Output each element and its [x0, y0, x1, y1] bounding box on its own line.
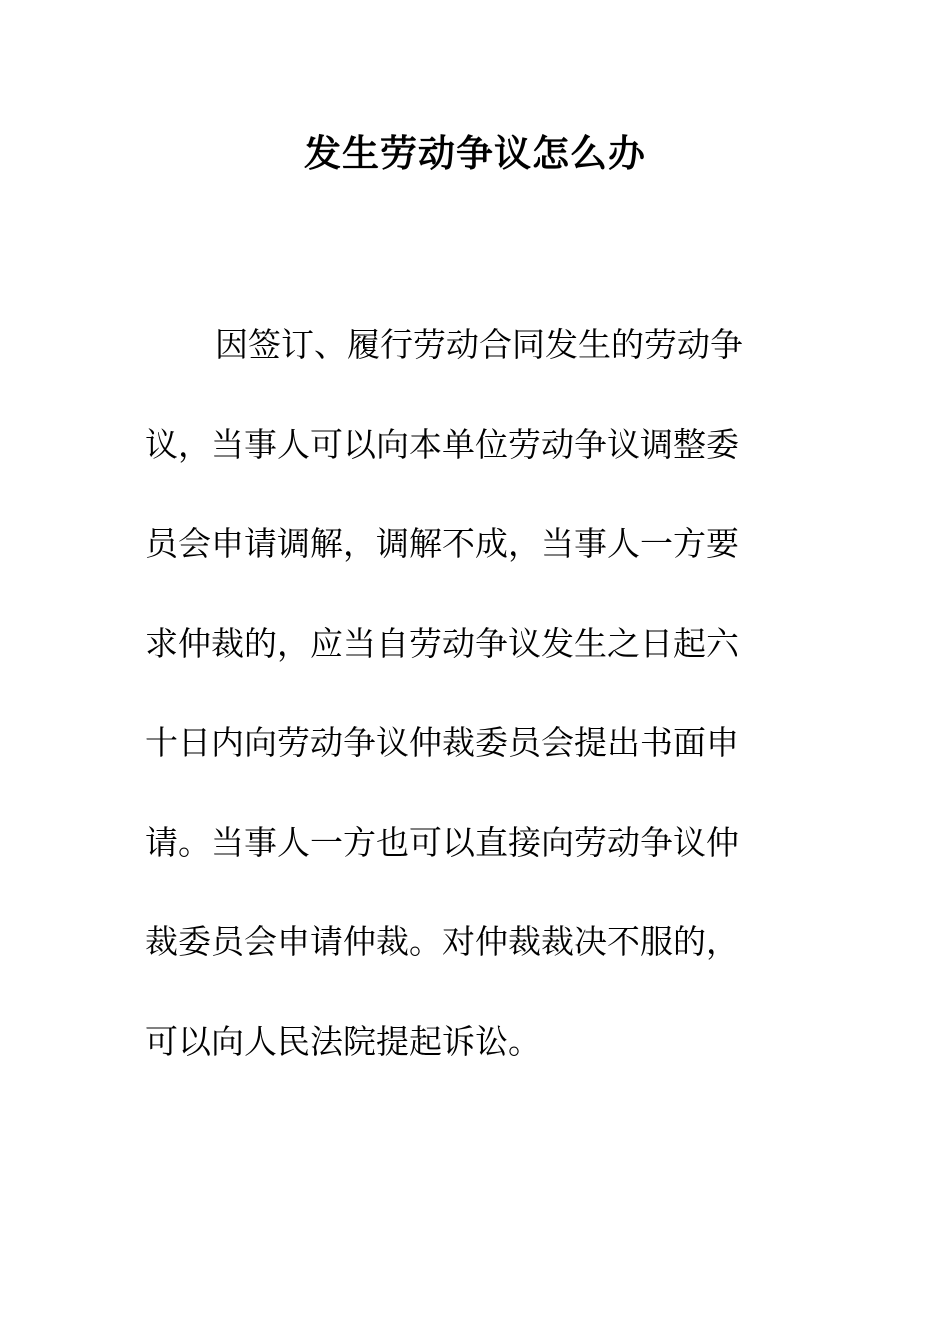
document-title: 发生劳动争议怎么办 [304, 132, 646, 175]
document-body [145, 295, 785, 1091]
body-line: 议，当事人可以向本单位劳动争议调整委 [145, 424, 739, 464]
body-line: 因签订、履行劳动合同发生的劳动争 [215, 325, 743, 364]
body-line: 请。当事人一方也可以直接向劳动争议仲 [145, 822, 739, 862]
body-line: 员会申请调解，调解不成，当事人一方要 [145, 524, 739, 563]
body-line: 求仲裁的，应当自劳动争议发生之日起六 [145, 623, 739, 663]
body-line: 可以向人民法院提起诉讼。 [145, 1021, 541, 1061]
body-line: 十日内向劳动争议仲裁委员会提出书面申 [145, 723, 739, 762]
body-line: 裁委员会申请仲裁。对仲裁裁决不服的， [145, 922, 739, 961]
